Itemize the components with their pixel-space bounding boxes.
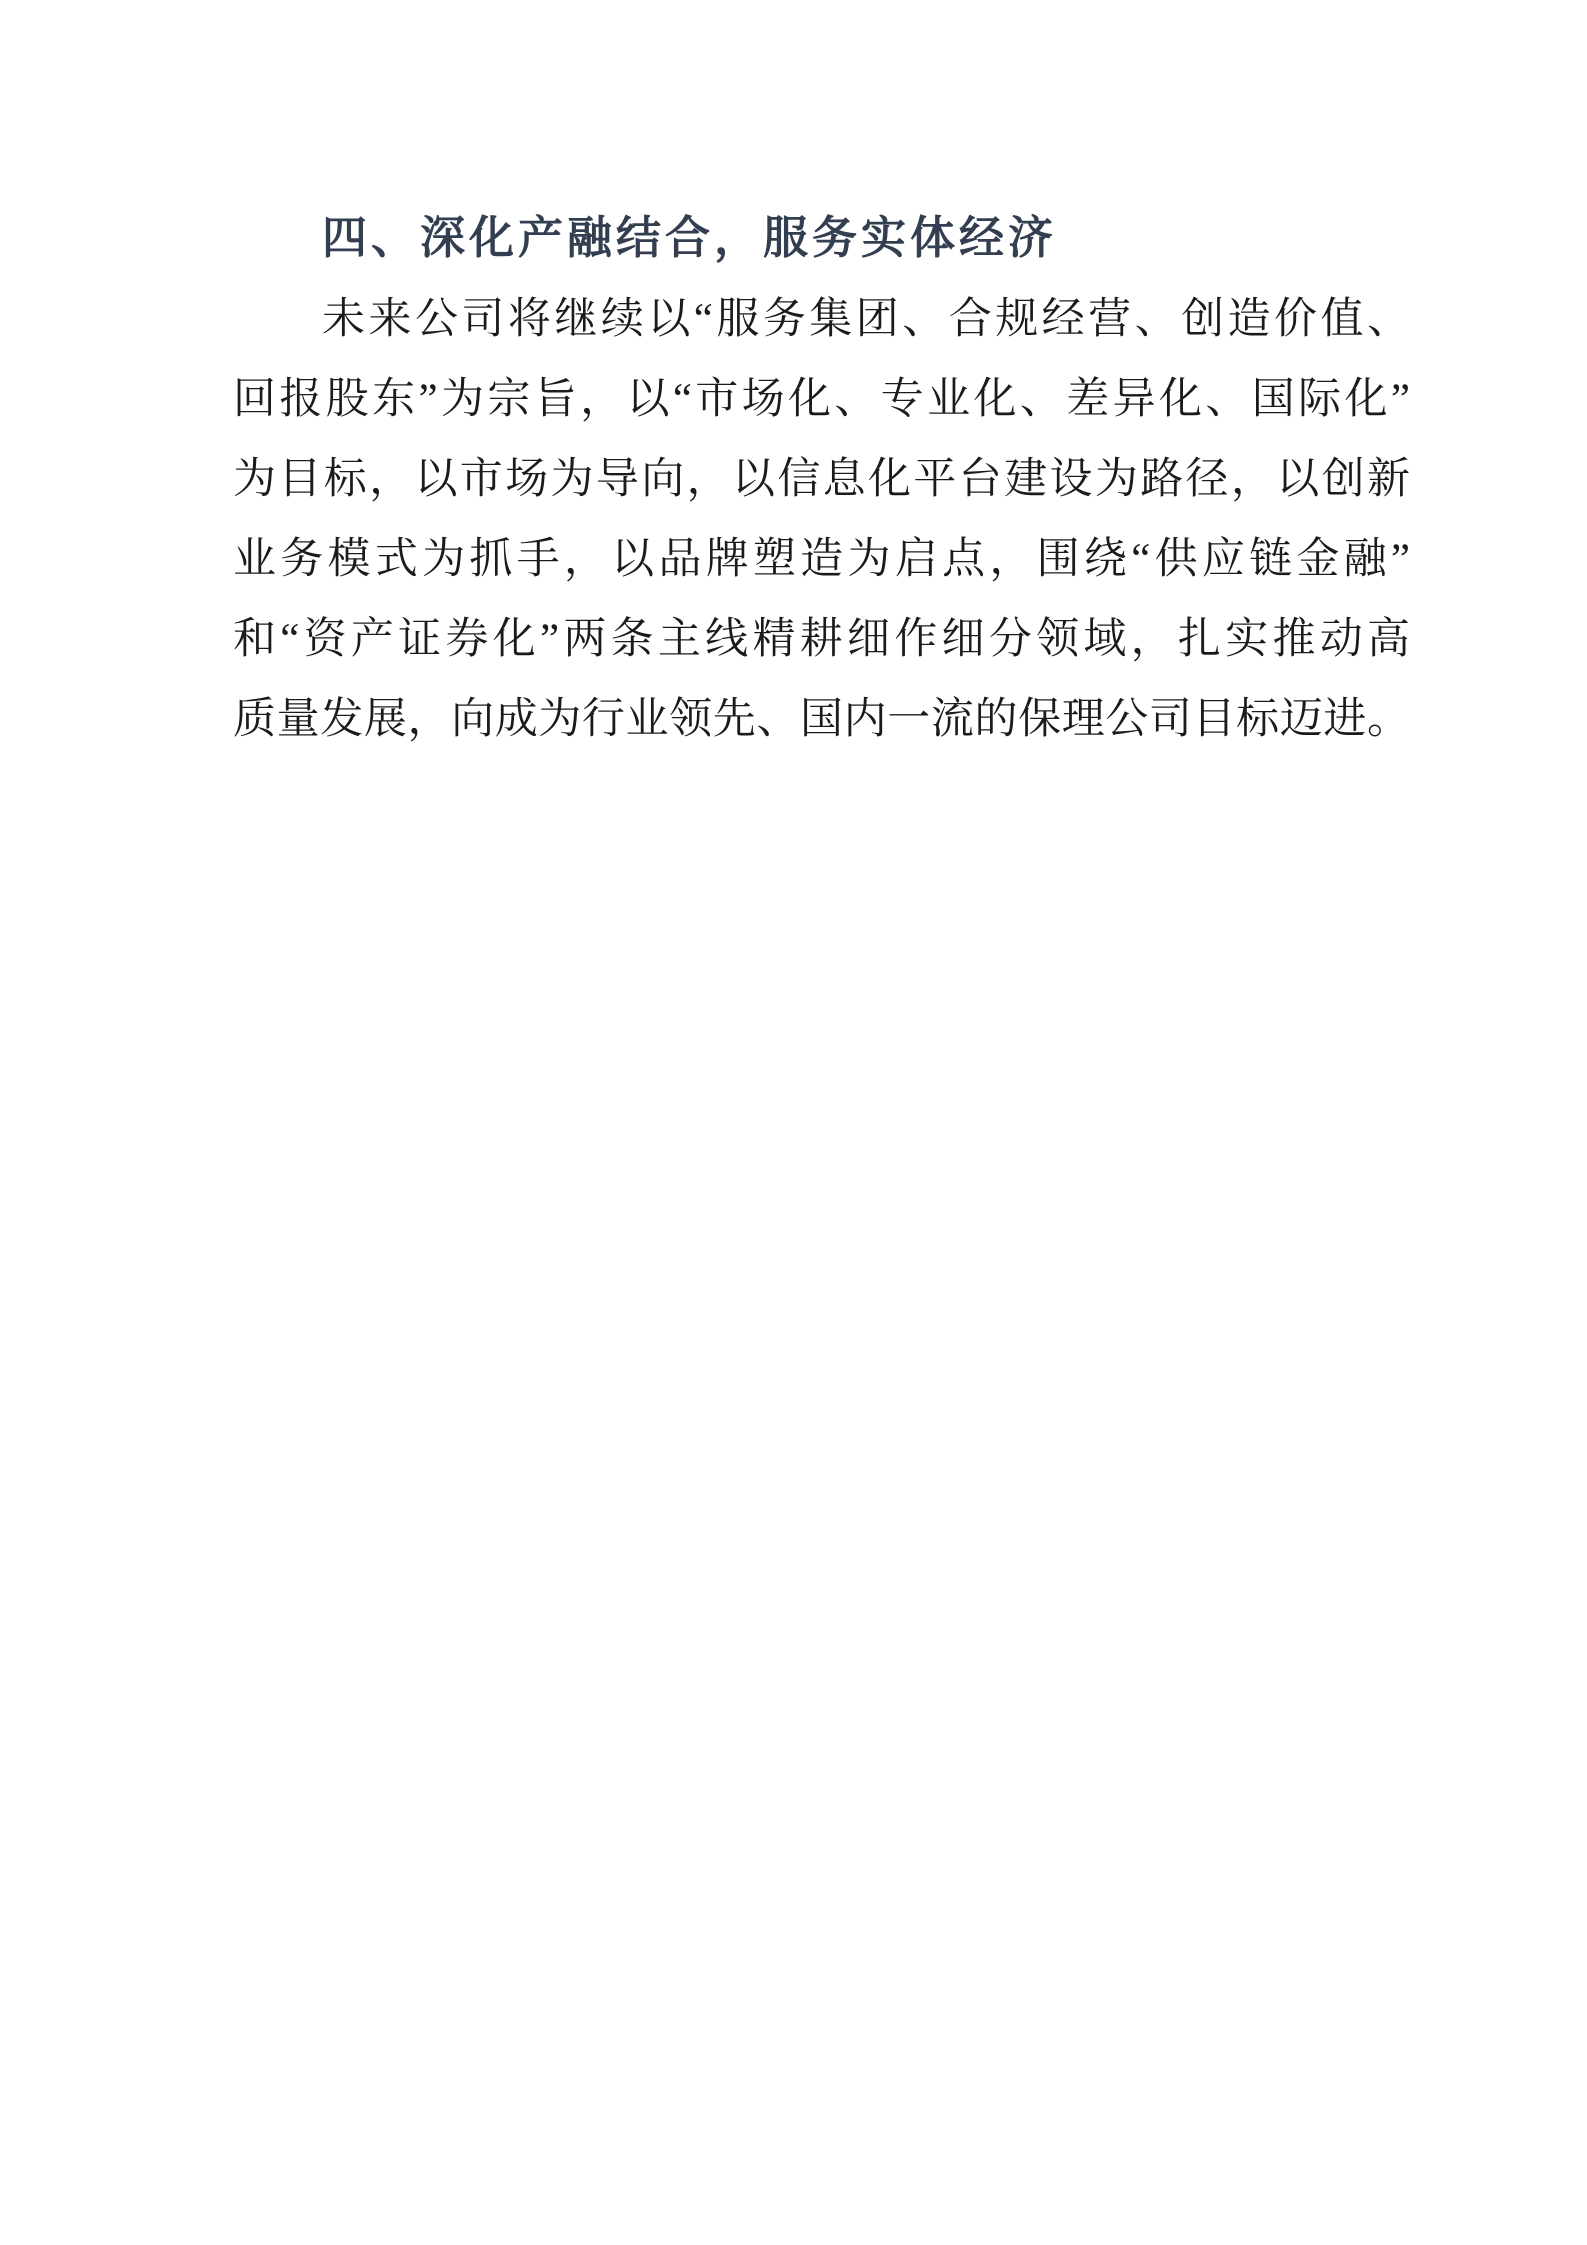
paragraph-line-2: 回报股东”为宗旨，以“市场化、专业化、差异化、国际化” bbox=[233, 376, 1410, 423]
paragraph-line-1: 未来公司将继续以“服务集团、合规经营、创造价值、 bbox=[322, 296, 1410, 343]
paragraph-line-4: 业务模式为抓手，以品牌塑造为启点，围绕“供应链金融” bbox=[233, 536, 1410, 583]
paragraph-line-6: 质量发展，向成为行业领先、国内一流的保理公司目标迈进。 bbox=[233, 696, 1410, 743]
paragraph-line-5: 和“资产证券化”两条主线精耕细作细分领域，扎实推动高 bbox=[233, 616, 1410, 663]
document-content bbox=[233, 195, 1410, 760]
paragraph-line-3: 为目标，以市场为导向，以信息化平台建设为路径，以创新 bbox=[233, 456, 1410, 503]
section-heading: 四、深化产融结合，服务实体经济 bbox=[322, 212, 1058, 263]
